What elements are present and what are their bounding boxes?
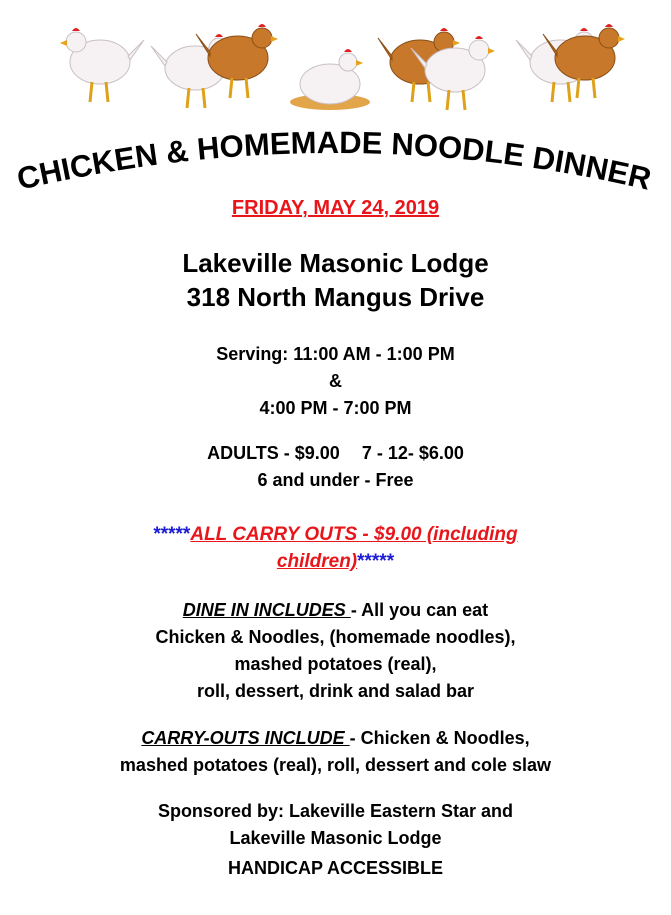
price-kids: 7 - 12- $6.00 xyxy=(361,443,464,463)
accessibility-note: HANDICAP ACCESSIBLE xyxy=(227,858,444,878)
sponsor-block xyxy=(0,798,671,852)
venue-address: 318 North Mangus Drive xyxy=(186,282,485,312)
price-list xyxy=(0,440,671,494)
sponsor-line-2: Lakeville Masonic Lodge xyxy=(229,828,442,848)
dine-in-line-2: Chicken & Noodles, (homemade noodles), xyxy=(155,627,516,647)
dine-in-line-3: mashed potatoes (real), xyxy=(234,654,437,674)
carry-outs-lead: - Chicken & Noodles, xyxy=(349,728,530,748)
carry-outs-line-2: mashed potatoes (real), roll, dessert and cole slaw xyxy=(119,755,552,775)
carry-out-notice-line-1: ALL CARRY OUTS - $9.00 (including xyxy=(190,524,518,545)
carry-out-notice-line-2: children) xyxy=(276,551,358,572)
venue-block xyxy=(0,246,671,314)
white-hen-icon xyxy=(60,28,144,102)
nesting-hen-icon xyxy=(290,49,370,110)
carry-outs-include xyxy=(0,725,671,779)
sponsor-line-1: Sponsored by: Lakeville Eastern Star and xyxy=(157,801,514,821)
dine-in-includes xyxy=(0,597,671,705)
event-date: FRIDAY, MAY 24, 2019 xyxy=(231,197,440,219)
stars-left: ***** xyxy=(153,524,191,545)
carry-outs-heading: CARRY-OUTS INCLUDE xyxy=(141,728,350,748)
serving-and: & xyxy=(329,371,342,391)
dine-in-lead: - All you can eat xyxy=(350,600,489,620)
page-title xyxy=(0,120,671,200)
venue-name: Lakeville Masonic Lodge xyxy=(182,248,489,278)
dine-in-line-4: roll, dessert, drink and salad bar xyxy=(196,681,475,701)
price-adults: ADULTS - $9.00 xyxy=(207,443,340,463)
svg-text:CHICKEN & HOMEMADE NOODLE DINN: CHICKEN & HOMEMADE NOODLE DINNER xyxy=(13,124,655,197)
stars-right: ***** xyxy=(357,551,395,572)
price-small-children: 6 and under - Free xyxy=(257,470,414,490)
serving-times xyxy=(0,341,671,422)
chicken-illustration xyxy=(0,0,671,130)
carry-out-notice xyxy=(0,521,671,575)
serving-line-1: Serving: 11:00 AM - 1:00 PM xyxy=(216,344,455,364)
dine-in-heading: DINE IN INCLUDES xyxy=(182,600,351,620)
serving-line-2: 4:00 PM - 7:00 PM xyxy=(259,398,412,418)
